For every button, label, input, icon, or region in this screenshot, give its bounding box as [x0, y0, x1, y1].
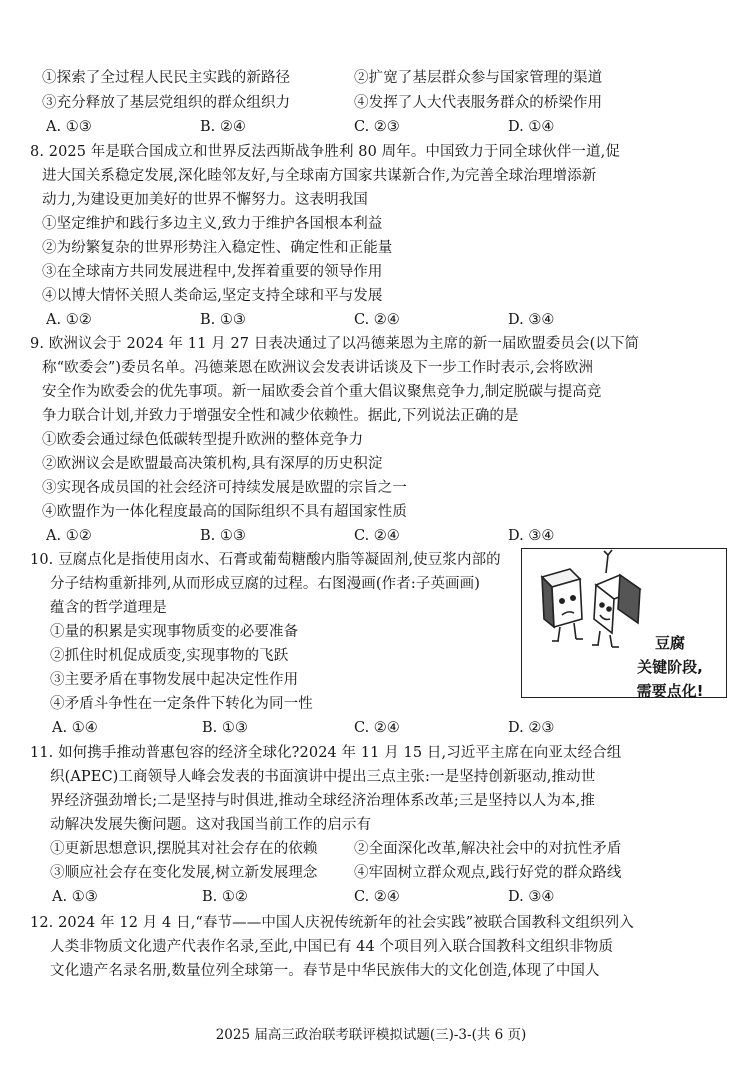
- q10-choice-3: ③主要矛盾在事物发展中起决定性作用: [50, 672, 299, 688]
- q8-stem-line-2: 进大国关系稳定发展,深化睦邻友好,与全球南方国家共谋新合作,为完善全球治理增添新: [42, 168, 597, 184]
- q8-stem-line-1: 8. 2025 年是联合国成立和世界反法西斯战争胜利 80 周年。中国致力于同全球伙伴一道,促: [30, 144, 620, 160]
- q8-choice-1: ①坚定维护和践行多边主义,致力于维护各国根本利益: [42, 216, 383, 232]
- q11-stem-line-3: 界经济强劲增长;二是坚持与时俱进,推动全球经济治理体系改革;三是坚持以人为本,推: [50, 793, 595, 809]
- q9-option-d: D. ③④: [508, 528, 555, 544]
- q9-choice-4: ④欧盟作为一体化程度最高的国际组织不具有超国家性质: [42, 504, 407, 520]
- q10-choice-4: ④矛盾斗争性在一定条件下转化为同一性: [50, 696, 313, 712]
- q9-choice-2: ②欧洲议会是欧盟最高决策机构,具有深厚的历史积淀: [42, 456, 383, 472]
- q9-option-c: C. ②④: [354, 528, 400, 544]
- q11-option-b: B. ①②: [202, 889, 248, 905]
- q10-option-c: C. ②④: [354, 720, 400, 736]
- q7-option-b: B. ②④: [200, 119, 246, 135]
- sad-tofu-character: [542, 569, 583, 641]
- q8-option-b: B. ①③: [200, 312, 246, 328]
- q10-option-b: B. ①③: [202, 720, 248, 736]
- tofu-cartoon: [521, 548, 727, 698]
- q9-stem-line-4: 争力联合计划,并致力于增强安全性和减少依赖性。据此,下列说法正确的是: [42, 408, 519, 424]
- q9-option-a: A. ①②: [46, 528, 92, 544]
- q10-option-d: D. ②③: [508, 720, 555, 736]
- caption-line-1: 豆腐: [654, 634, 685, 652]
- q9-option-b: B. ①③: [200, 528, 246, 544]
- q7-choice-2: ②扩宽了基层群众参与国家管理的渠道: [354, 70, 603, 86]
- q11-choice-2: ②全面深化改革,解决社会中的对抗性矛盾: [354, 841, 622, 857]
- q10-stem-line-1: 10. 豆腐点化是指使用卤水、石膏或葡萄糖酸内脂等凝固剂,使豆浆内部的: [30, 552, 501, 568]
- q8-option-d: D. ③④: [508, 312, 555, 328]
- tofu-cartoon-caption: [616, 631, 724, 703]
- q8-stem-line-3: 动力,为建设更加美好的世界不懈努力。这表明我国: [42, 192, 368, 208]
- q8-choice-4: ④以博大情怀关照人类命运,坚定支持全球和平与发展: [42, 288, 383, 304]
- q9-stem-line-3: 安全作为欧委会的优先事项。新一届欧委会首个重大倡议聚焦竞争力,制定脱碳与提高竞: [42, 384, 602, 400]
- q11-option-c: C. ②④: [354, 889, 400, 905]
- q11-choice-3: ③顺应社会存在变化发展,树立新发展理念: [50, 865, 318, 881]
- q11-option-d: D. ③④: [508, 889, 555, 905]
- q11-stem-line-4: 动解决发展失衡问题。这对我国当前工作的启示有: [50, 817, 372, 833]
- q10-choice-2: ②抓住时机促成质变,实现事物的飞跃: [50, 648, 289, 664]
- q12-stem-line-2: 人类非物质文化遗产代表作名录,至此,中国已有 44 个项目列入联合国教科文组织非物质: [50, 939, 614, 955]
- q9-choice-3: ③实现各成员国的社会经济可持续发展是欧盟的宗旨之一: [42, 480, 407, 496]
- q7-option-a: A. ①③: [46, 119, 92, 135]
- q7-option-c: C. ②③: [354, 119, 400, 135]
- q11-option-a: A. ①③: [52, 889, 98, 905]
- caption-line-2: 关键阶段,: [637, 658, 703, 676]
- q7-option-d: D. ①④: [508, 119, 555, 135]
- q11-stem-line-2: 织(APEC)工商领导人峰会发表的书面演讲中提出三点主张:一是坚持创新驱动,推动世: [50, 769, 596, 785]
- q9-stem-line-1: 9. 欧洲议会于 2024 年 11 月 27 日表决通过了以冯德莱恩为主席的新一届欧盟委员会(以下简: [30, 336, 640, 352]
- q8-option-a: A. ①②: [46, 312, 92, 328]
- q9-choice-1: ①欧委会通过绿色低碳转型提升欧洲的整体竞争力: [42, 432, 364, 448]
- q10-option-a: A. ①④: [52, 720, 98, 736]
- q7-choice-1: ①探索了全过程人民民主实践的新路径: [42, 70, 291, 86]
- q11-choice-1: ①更新思想意识,摆脱其对社会存在的依赖: [50, 841, 318, 857]
- q8-choice-2: ②为纷繁复杂的世界形势注入稳定性、确定性和正能量: [42, 240, 393, 256]
- q10-stem-line-3: 蕴含的哲学道理是: [50, 600, 167, 616]
- q11-stem-line-1: 11. 如何携手推动普惠包容的经济全球化?2024 年 11 月 15 日,习近平主席在向亚太经合组: [30, 745, 622, 761]
- q7-choice-3: ③充分释放了基层党组织的群众组织力: [42, 95, 291, 111]
- q11-choice-4: ④牢固树立群众观点,践行好党的群众路线: [354, 865, 622, 881]
- q8-option-c: C. ②④: [354, 312, 400, 328]
- q7-choice-4: ④发挥了人大代表服务群众的桥梁作用: [354, 95, 603, 111]
- q9-stem-line-2: 称“欧委会”)委员名单。冯德莱恩在欧洲议会发表讲话谈及下一步工作时表示,会将欧洲: [42, 360, 594, 376]
- q8-choice-3: ③在全球南方共同发展进程中,发挥着重要的领导作用: [42, 264, 383, 280]
- page-footer: 2025 届高三政治联考联评模拟试题(三)-3-(共 6 页): [215, 1027, 527, 1043]
- caption-line-3: 需要点化!: [636, 682, 704, 700]
- q12-stem-line-1: 12. 2024 年 12 月 4 日,“春节——中国人庆祝传统新年的社会实践”被联合国教科文组织列入: [30, 915, 634, 931]
- q10-choice-1: ①量的积累是实现事物质变的必要准备: [50, 624, 299, 640]
- q12-stem-line-3: 文化遗产名录名册,数量位列全球第一。春节是中华民族伟大的文化创造,体现了中国人: [50, 963, 600, 979]
- q10-stem-line-2: 分子结构重新排列,从而形成豆腐的过程。右图漫画(作者:子英画画): [50, 576, 481, 592]
